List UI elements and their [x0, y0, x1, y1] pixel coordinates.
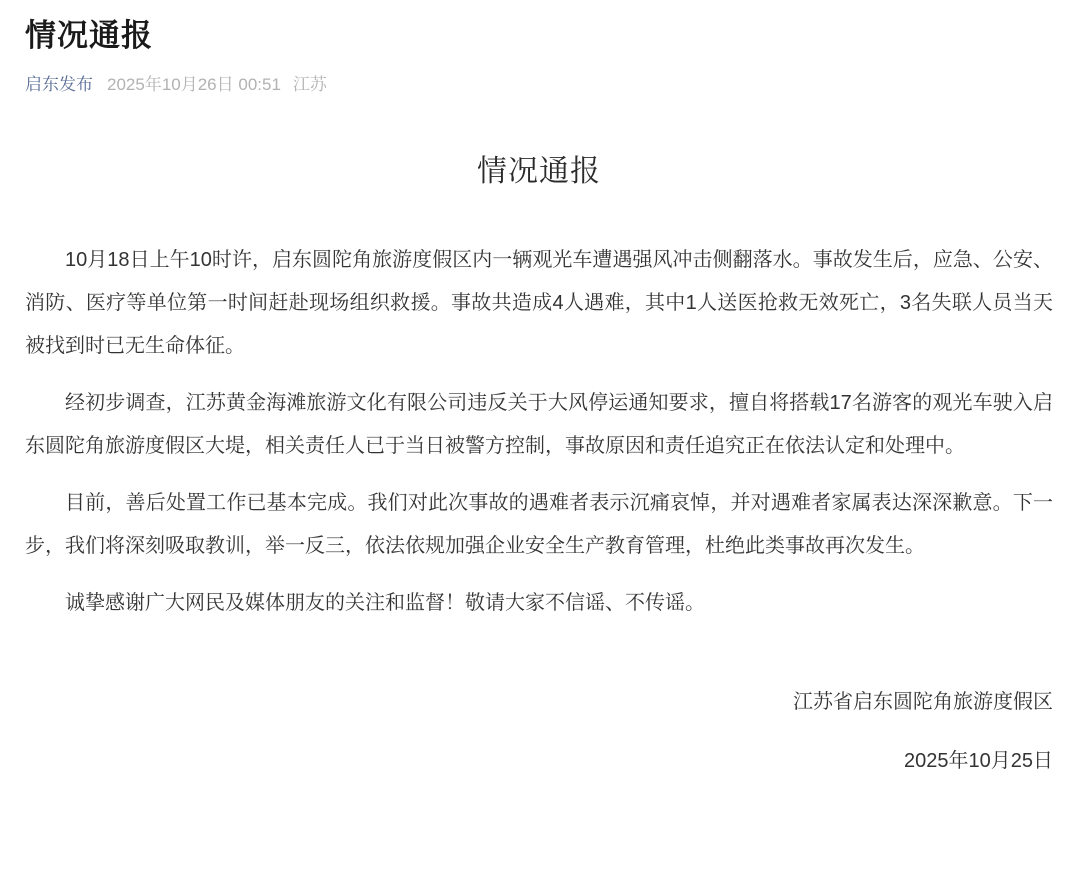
signature-block: [25, 681, 1053, 783]
signature-org: 江苏省启东圆陀角旅游度假区: [793, 691, 1053, 714]
notice-paragraph: 经初步调查，江苏黄金海滩旅游文化有限公司违反关于大风停运通知要求，擅自将搭载17名游客的观光车驶入启东圆陀角旅游度假区大堤，相关责任人已于当日被警方控制，事故原因和责任追究正在依法认定和处理中。: [25, 392, 1053, 458]
byline: [25, 73, 1053, 97]
article-title: 情况通报: [25, 18, 153, 53]
notice-title: 情况通报: [477, 155, 601, 189]
signature-date: 2025年10月25日: [904, 750, 1053, 773]
notice-paragraph: 目前，善后处置工作已基本完成。我们对此次事故的遇难者表示沉痛哀悼，并对遇难者家属表达深深歉意。下一步，我们将深刻吸取教训，举一反三，依法依规加强企业安全生产教育管理，杜绝此类事故再次发生。: [25, 492, 1053, 558]
publish-location: 江苏: [292, 75, 327, 95]
publish-datetime: 2025年10月26日 00:51: [107, 75, 281, 95]
account-name-link[interactable]: 启东发布: [25, 75, 93, 95]
notice-paragraph: 10月18日上午10时许，启东圆陀角旅游度假区内一辆观光车遭遇强风冲击侧翻落水。事故发生后，应急、公安、消防、医疗等单位第一时间赶赴现场组织救援。事故共造成4人遇难，其中1人送医抢救无效死亡，3名失联人员当天被找到时已无生命体征。: [25, 249, 1053, 358]
notice-body: [25, 239, 1053, 625]
notice-paragraph: 诚挚感谢广大网民及媒体朋友的关注和监督！敬请大家不信谣、不传谣。: [65, 592, 705, 615]
